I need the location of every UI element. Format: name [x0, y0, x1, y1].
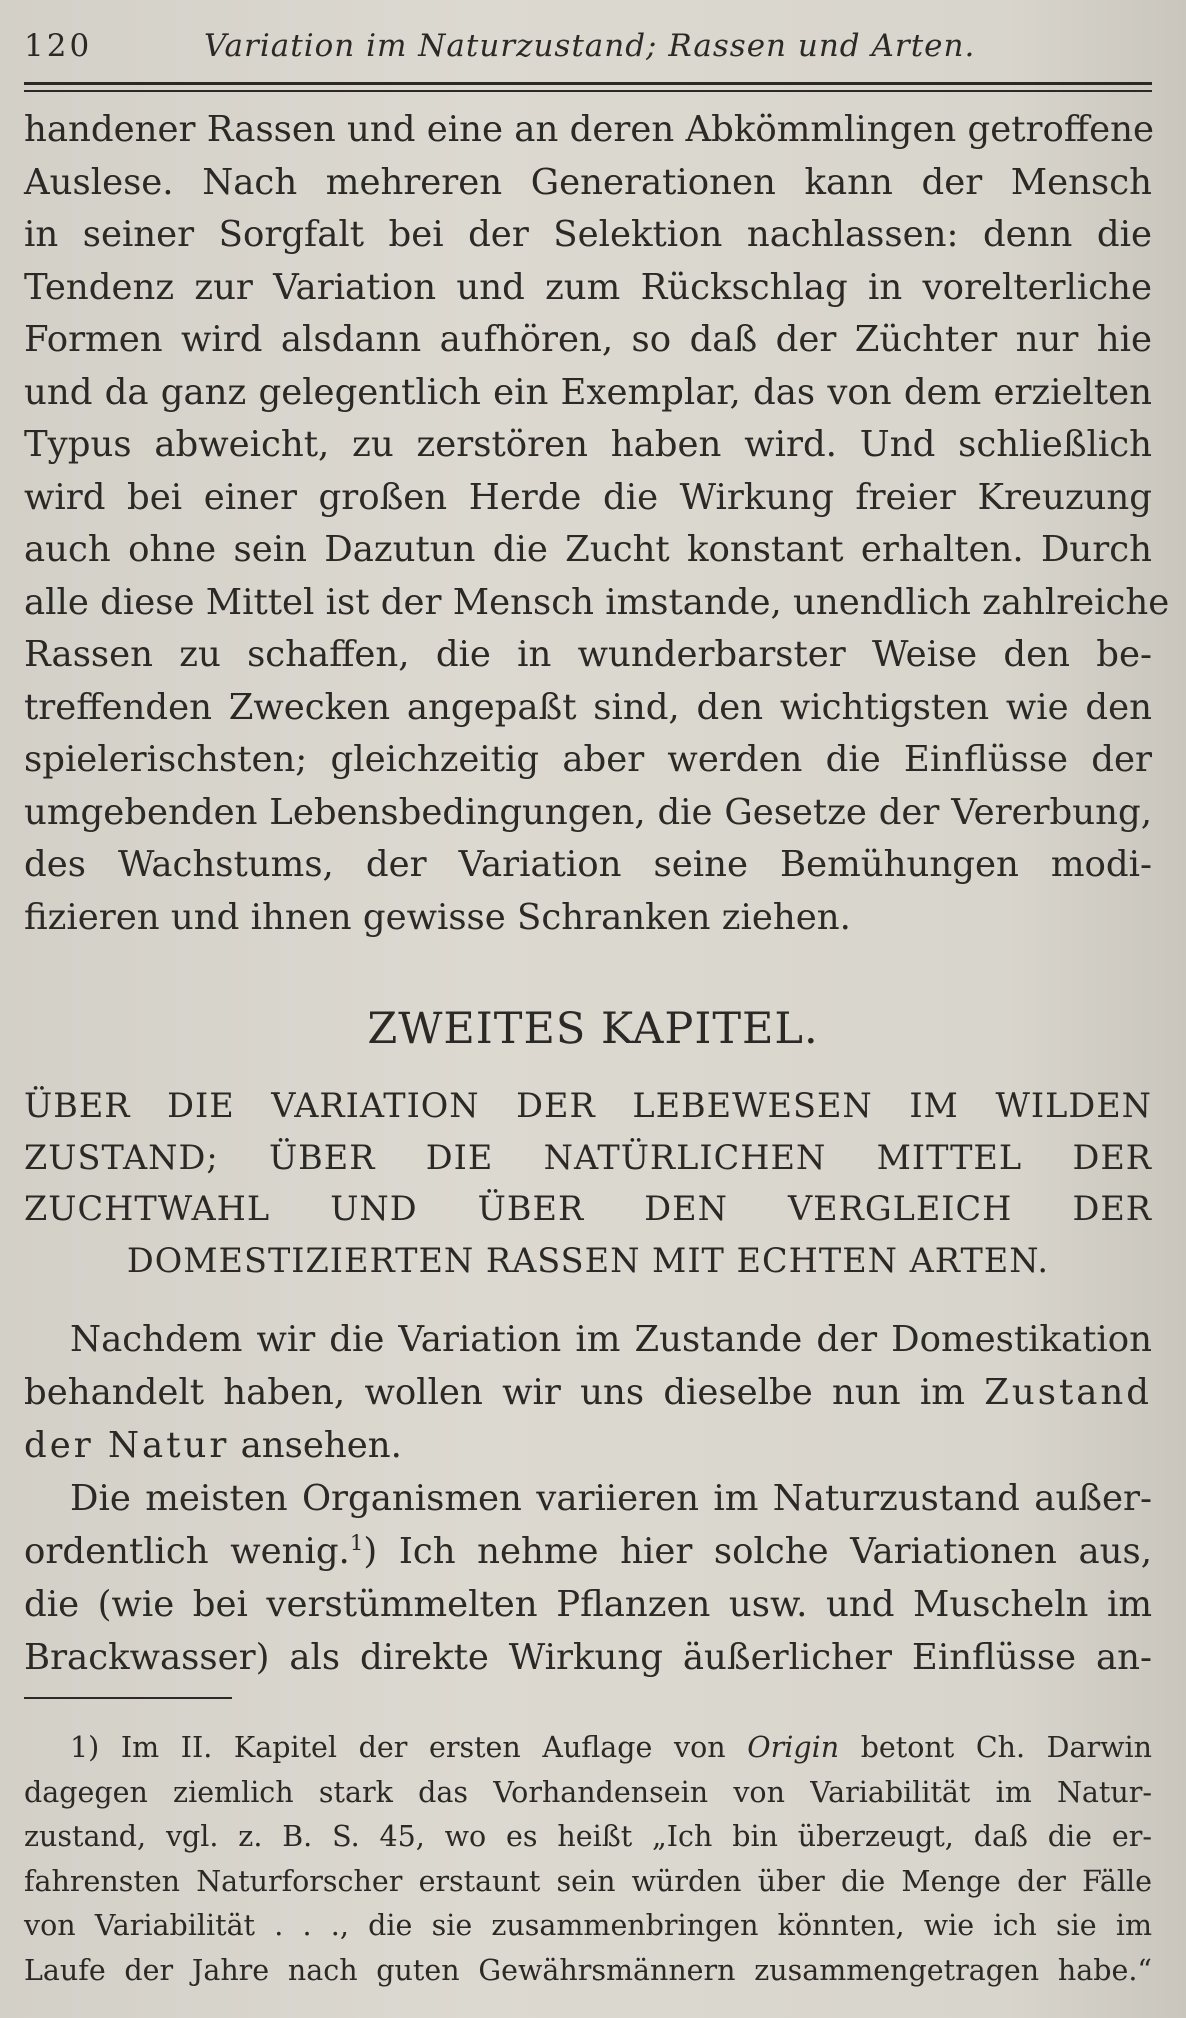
footnote-line: zustand, vgl. z. B. S. 45, wo es heißt „Ich bin überzeugt, daß die er-	[24, 1820, 1152, 1853]
text-span: behandelt haben, wollen wir uns dieselbe nun im	[24, 1372, 965, 1413]
footnote-line: von Variabilität . . ., die sie zusammenbringen könnten, wie ich sie im	[24, 1909, 1152, 1942]
spaced-word: Zustand	[984, 1372, 1152, 1413]
text-line	[24, 1419, 1152, 1472]
text-line: treffenden Zwecken angepaßt sind, den wichtigsten wie den	[24, 686, 1152, 728]
text-line: fizieren und ihnen gewisse Schranken ziehen.	[24, 896, 851, 938]
subtitle-line: ZUCHTWAHL UND ÜBER DEN VERGLEICH DER	[24, 1189, 1152, 1228]
text-line: Typus abweicht, zu zerstören haben wird. Und schließlich	[24, 424, 1152, 465]
text-line: spielerischsten; gleichzeitig aber werden die Einflüsse der	[24, 739, 1152, 780]
text-line: und da ganz gelegentlich ein Exemplar, das von dem erzielten	[24, 371, 1152, 413]
chapter-body-text	[24, 1313, 1152, 1684]
subtitle-line: DOMESTIZIERTEN RASSEN MIT ECHTEN ARTEN.	[126, 1240, 1050, 1280]
italic-title: Origin	[747, 1731, 840, 1764]
page-number: 120	[24, 28, 93, 64]
footnote-reference[interactable]: 1	[349, 1531, 364, 1557]
text-line: auch ohne sein Dazutun die Zucht konstant erhalten. Durch	[24, 529, 1152, 570]
footnote-line	[24, 1726, 1152, 1771]
text-line: Nachdem wir die Variation im Zustande der Domestikation	[70, 1319, 1152, 1360]
chapter-title: ZWEITES KAPITEL.	[367, 1004, 819, 1054]
footnote-line: Laufe der Jahre nach guten Gewährsmännern zusammengetragen habe.“	[24, 1953, 1152, 1987]
text-line: Die meisten Organismen variieren im Naturzustand außer-	[70, 1478, 1152, 1519]
text-line: Brackwasser) als direkte Wirkung äußerlicher Einflüsse an-	[24, 1637, 1152, 1678]
text-line: des Wachstums, der Variation seine Bemühungen modi-	[24, 844, 1152, 885]
text-span: ordentlich wenig.	[24, 1531, 350, 1572]
text-line: die (wie bei verstümmelten Pflanzen usw. und Muscheln im	[24, 1584, 1152, 1625]
text-span: ansehen.	[229, 1425, 402, 1466]
text-line: Auslese. Nach mehreren Generationen kann der Mensch	[24, 161, 1152, 203]
text-line: umgebenden Lebensbedingungen, die Gesetze der Vererbung,	[24, 791, 1152, 833]
body-text	[24, 104, 1170, 944]
subtitle-line: ÜBER DIE VARIATION DER LEBEWESEN IM WILDEN	[24, 1086, 1152, 1125]
text-span: betont Ch. Darwin	[860, 1731, 1152, 1764]
chapter-subtitle	[24, 1080, 1152, 1286]
text-span: ) Ich nehme hier solche Variationen aus,	[363, 1531, 1152, 1572]
header-rule-top	[24, 82, 1152, 85]
text-line: handener Rassen und eine an deren Abkömmlingen getroffene	[24, 109, 1154, 150]
text-line: wird bei einer großen Herde die Wirkung freier Kreuzung	[24, 476, 1152, 518]
text-span: 1) Im II. Kapitel der ersten Auflage von	[70, 1731, 726, 1764]
text-line: alle diese Mittel ist der Mensch imstande, unendlich zahlreiche	[24, 581, 1170, 623]
spaced-word: der Natur	[24, 1425, 230, 1466]
text-line	[24, 1366, 1152, 1419]
footnote	[24, 1726, 1152, 1993]
running-title: Variation im Naturzustand; Rassen und Arten.	[204, 28, 976, 64]
subtitle-line: ZUSTAND; ÜBER DIE NATÜRLICHEN MITTEL DER	[24, 1137, 1152, 1177]
text-line: Rassen zu schaffen, die in wunderbarster Weise den be-	[24, 634, 1152, 675]
header-rule-bottom	[24, 90, 1152, 92]
footnote-rule	[24, 1697, 232, 1699]
footnote-line: dagegen ziemlich stark das Vorhandensein von Variabilität im Natur-	[24, 1775, 1152, 1809]
text-line	[24, 1525, 1152, 1578]
footnote-line: fahrensten Naturforscher erstaunt sein würden über die Menge der Fälle	[24, 1864, 1152, 1898]
text-line: Formen wird alsdann aufhören, so daß der Züchter nur hie	[24, 319, 1152, 360]
page-header	[24, 22, 1152, 70]
text-line: in seiner Sorgfalt bei der Selektion nachlassen: denn die	[24, 214, 1152, 255]
text-line: Tendenz zur Variation und zum Rückschlag in vorelterliche	[24, 266, 1152, 308]
